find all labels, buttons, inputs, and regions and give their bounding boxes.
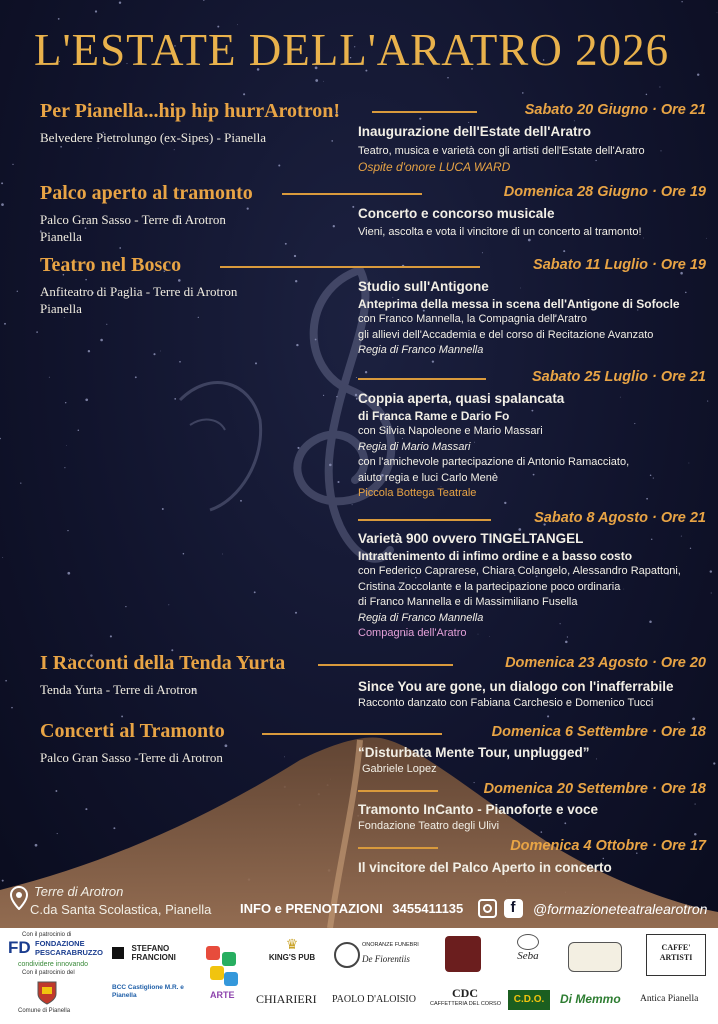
star [12,164,13,165]
venue-place: Pianella [40,301,82,316]
event-line: con Silvia Napoleone e Mario Massari [358,425,543,437]
event-guest: Ospite d'onore LUCA WARD [358,159,511,174]
venue-place: Anfiteatro di Paglia - Terre di Arotron [40,284,238,299]
divider-line [372,111,477,113]
divider-line [262,733,442,735]
star [174,149,175,150]
social-handle[interactable]: @formazioneteatralearotron [532,900,708,917]
venue-title: I Racconti della Tenda Yurta [40,652,286,674]
star [95,10,97,12]
comune-name: Comune di Pianella [18,1008,71,1014]
info-line [240,901,463,916]
star [106,324,107,325]
event-block [358,123,708,175]
location-block [10,884,240,924]
star [78,429,80,431]
event-line: con Federico Caprarese, Chiara Colangelo, Alessandro Rapattoni, [358,565,681,577]
star [1,203,4,206]
event-line: Cristina Zoccolante e la partecipazione poco ordinaria [358,580,621,593]
fondazione-logo: FD FONDAZIONE PESCARABRUZZO [8,938,103,957]
venue-place: Pianella [40,229,82,244]
venue-title: Per Pianella...hip hip hurrArotron! [40,100,341,122]
bcc-logo: BCC Castiglione M.R. e Pianella [112,984,184,999]
star [352,206,354,208]
arte-text: ARTE [210,990,235,1000]
event-line: gli allievi dell'Accademia e del corso di Recitazione Avanzato [358,328,654,341]
event-title: Il vincitore del Palco Aperto in concerto [358,860,612,875]
event-date: Sabato 20 Giugno · Ore 21 [524,102,706,118]
venue-place-group [40,283,350,317]
star [2,557,3,558]
location-address: C.da Santa Scolastica, Pianella [30,902,212,917]
star [4,323,6,325]
sponsors-strip [0,928,718,1024]
event-date: Domenica 20 Settembre · Ore 18 [483,781,706,797]
star [203,0,205,1]
chiarieri-logo: CHIARIERI [256,992,317,1006]
venue-block [40,652,350,698]
fondazione-tagline: condividere innovando [18,961,89,968]
event-block [358,278,708,359]
event-block [358,390,708,502]
event-title: Varietà 900 ovvero TINGELTANGEL [358,531,584,546]
star [0,438,1,440]
location-name: Terre di Arotron [34,884,124,899]
divider-line [282,193,422,195]
event-subtitle: Intrattenimento di infimo ordine e a basso costo [358,549,633,563]
event-block [358,859,708,877]
star [135,376,137,378]
event-title: Inaugurazione dell'Estate dell'Aratro [358,124,591,139]
star [717,12,718,13]
event-title: Since You are gone, un dialogo con l'inafferrabile [358,679,674,694]
event-line: Vieni, ascolta e vota il vincitore di un concerto al tramonto! [358,226,642,238]
event-line: di Franco Mannella e di Massimiliano Fusella [358,596,578,608]
event-subtitle: di Franca Rame e Dario Fo [358,409,510,423]
star [17,291,18,292]
seba-logo [510,934,546,962]
star [20,482,21,483]
arte-logo [204,942,244,1006]
star [278,164,280,166]
caffe-artisti-logo [646,934,706,976]
event-line: Teatro, musica e varietà con gli artisti dell'Estate dell'Aratro [358,145,645,157]
di-memmo-logo: Di Memmo [560,992,621,1006]
event-block [358,678,708,712]
event-block [358,530,708,642]
instagram-icon[interactable] [478,899,497,918]
venue-title: Teatro nel Bosco [40,254,182,276]
event-date: Sabato 8 Agosto · Ore 21 [534,510,706,526]
event-date: Domenica 28 Giugno · Ore 19 [503,184,706,200]
cdc-subtitle: CAFFETTERIA DEL CORSO [430,1001,502,1007]
paolo-daloisio-logo: PAOLO D'ALOISIO [332,994,416,1005]
francioni-name: STEFANO FRANCIONI [131,944,176,962]
venue-title: Concerti al Tramonto [40,720,225,742]
star [119,247,121,249]
facebook-icon[interactable]: f [504,899,523,918]
cdc-name: CDC [452,986,478,1000]
star [100,339,103,342]
kings-pub-logo [262,936,322,962]
divider-line [358,847,438,849]
venue-block [40,182,350,245]
cdo-logo: C.D.O. [508,990,550,1010]
event-title: Tramonto InCanto - Pianoforte e voce [358,802,599,817]
event-title: Concerto e concorso musicale [358,206,555,221]
event-block [358,801,708,835]
star [36,331,38,333]
event-date: Sabato 11 Luglio · Ore 19 [533,257,706,273]
event-line: Gabriele Lopez [362,763,437,775]
event-title: Coppia aperta, quasi spalancata [358,391,565,406]
cdc-logo [430,986,500,1007]
poster-title: L'ESTATE DELL'ARATRO 2026 [34,25,670,75]
onoranze-name: De Fiorentiis [362,954,410,964]
event-line: Fondazione Teatro degli Ulivi [358,820,500,832]
star [681,1,682,2]
antica-pianella-logo: Antica Pianella [640,994,699,1004]
patrocinio-label: Con il patrocinio di [22,932,72,938]
venue-block [40,254,350,317]
star [98,148,99,149]
divider-line [318,664,453,666]
star [66,445,67,446]
divider-line [358,519,491,521]
star [88,350,90,352]
event-title: Studio sull'Antigone [358,279,489,294]
event-block [358,744,708,778]
kings-pub-name: KING'S PUB [268,953,316,962]
event-subtitle: Anteprima della messa in scena dell'Antigone di Sofocle [358,297,680,311]
event-company: Compagnia dell'Aratro [358,627,467,639]
social-block [478,899,707,919]
star [60,146,62,148]
event-director: Regia di Mario Massari [358,440,471,453]
patrocinio-label: Con il patrocinio del [22,970,75,976]
event-line: con l'amichevole partecipazione di Antonio Ramacciato, [358,456,630,468]
divider-line [358,790,438,792]
event-line: aiuto regia e luci Carlo Menè [358,471,499,484]
star [49,377,50,378]
star [65,402,66,403]
venue-place: Palco Gran Sasso - Terre di Arotron [40,212,226,227]
star [67,530,68,531]
star [85,398,88,401]
venue-place: Tenda Yurta - Terre di Arotron [40,682,198,697]
fondazione-name: FONDAZIONE PESCARABRUZZO [35,939,103,957]
star [574,120,575,121]
info-label: INFO e PRENOTAZIONI [240,901,383,916]
event-company: Piccola Bottega Teatrale [358,487,477,499]
star [697,73,699,75]
event-director: Regia di Franco Mannella [358,611,484,624]
francioni-logo [112,944,192,962]
divider-line [358,378,486,380]
event-line: Racconto danzato con Fabiana Carchesio e Domenico Tucci [358,697,654,709]
crest-logo [445,936,481,972]
venue-block [40,720,350,766]
badge-logo [568,942,622,972]
caffe-artisti-name: CAFFE' ARTISTI [659,943,693,962]
map-pin-icon [10,886,28,910]
venue-place: Belvedere Pietrolungo (ex-Sipes) - Pianella [40,130,266,145]
star [1,182,3,184]
venue-place: Palco Gran Sasso -Terre di Arotron [40,750,223,765]
star [419,118,421,120]
event-line: con Franco Mannella, la Compagnia dell'Aratro [358,313,587,325]
event-director: Regia di Franco Mannella [358,344,484,356]
venue-place-group [40,211,350,245]
phone-number[interactable]: 3455411135 [392,901,464,916]
star [64,317,65,318]
star [64,467,65,468]
event-date: Domenica 4 Ottobre · Ore 17 [510,838,706,854]
comune-crest-icon [36,980,58,1006]
venue-title: Palco aperto al tramonto [40,182,253,204]
seba-name: Seba [517,950,539,962]
venue-block [40,100,350,146]
event-date: Domenica 23 Agosto · Ore 20 [505,655,706,671]
onoranze-label: ONORANZE FUNEBRI [362,942,419,948]
event-block [358,205,708,241]
event-date: Domenica 6 Settembre · Ore 18 [491,724,706,740]
event-title: “Disturbata Mente Tour, unplugged” [358,745,590,760]
divider-line [220,266,480,268]
star [119,1,121,3]
star [58,18,60,20]
crown-icon: ♛ [285,936,299,952]
event-date: Sabato 25 Luglio · Ore 21 [531,369,706,385]
